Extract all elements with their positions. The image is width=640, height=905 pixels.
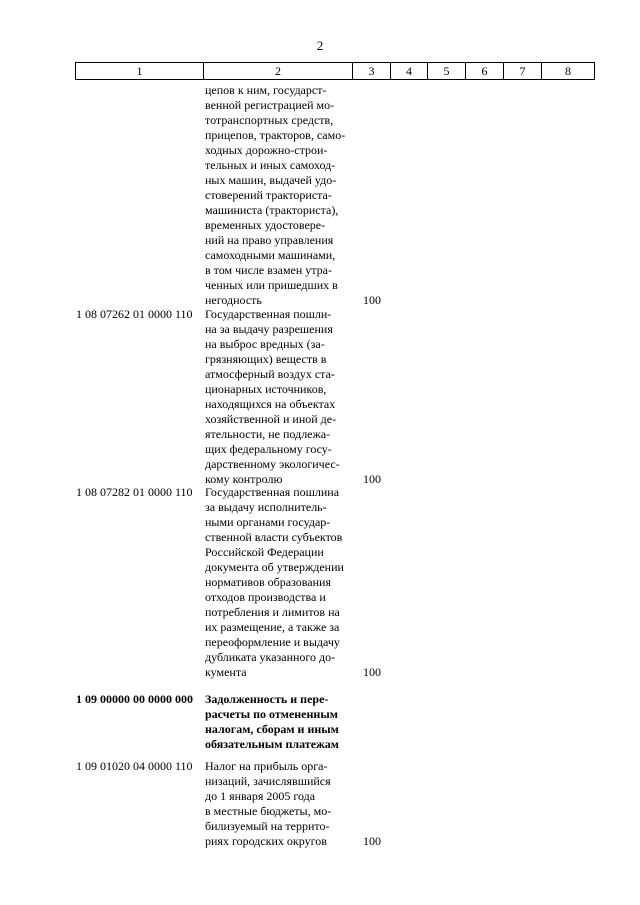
row-description: цепов к ним, государст- венной регистрацией мо- тотранспортных средств, прицепов, тракторов, само- ходных дорожно-строи- тельных и иных самоход- ных машин, выдачей удо- стоверений тракториста- машиниста (тракториста), временных удостовере- ний на право управления самоходными машинами, в том числе взамен утра- ченных или пришедших в негодность xyxy=(205,83,346,307)
row-description: Налог на прибыль орга- низаций, зачислявшийся до 1 января 2005 года в местные бюджеты, мо- билизуемый на террито- риях городских округов xyxy=(205,759,332,848)
row-code: 1 09 01020 04 0000 110 xyxy=(76,759,193,773)
row-value: 100 xyxy=(363,665,381,679)
row-value: 100 xyxy=(363,834,381,848)
column-header: 8 xyxy=(565,64,571,78)
column-header: 1 xyxy=(76,63,204,79)
table-header-row xyxy=(75,62,595,80)
column-header: 3 xyxy=(353,63,391,79)
row-description: Государственная пошли- на за выдачу разрешения на выброс вредных (за- грязняющих) веществ в атмосферный воздух ста- ционарных источников, находящихся на объектах хозяйственной и иной де- ятельности, не подлежа- щих федеральному госу- дарственному экологичес- кому контролю xyxy=(205,307,340,486)
column-header: 4 xyxy=(391,63,428,79)
row-description: Государственная пошлина за выдачу исполнитель- ными органами государ- ственной власти субъектов Российской Федерации документа об утверждении нормативов образования отходов производства и потребления и лимитов на их размещение, а также за переоформление и выдачу дубликата указанного до- кумента xyxy=(205,485,344,679)
column-header: 7 xyxy=(504,63,542,79)
page-number: 2 xyxy=(316,38,324,53)
row-code: 1 08 07262 01 0000 110 xyxy=(76,307,193,321)
column-header: 5 xyxy=(428,63,466,79)
row-code: 1 09 00000 00 0000 000 xyxy=(76,692,193,706)
row-description: Задолженность и пере- расчеты по отмененным налогам, сборам и иным обязательным платежам xyxy=(205,692,339,751)
row-value: 100 xyxy=(363,293,381,307)
column-header: 6 xyxy=(466,63,504,79)
row-value: 100 xyxy=(363,472,381,486)
column-header: 2 xyxy=(204,63,353,79)
row-code: 1 08 07282 01 0000 110 xyxy=(76,485,193,499)
